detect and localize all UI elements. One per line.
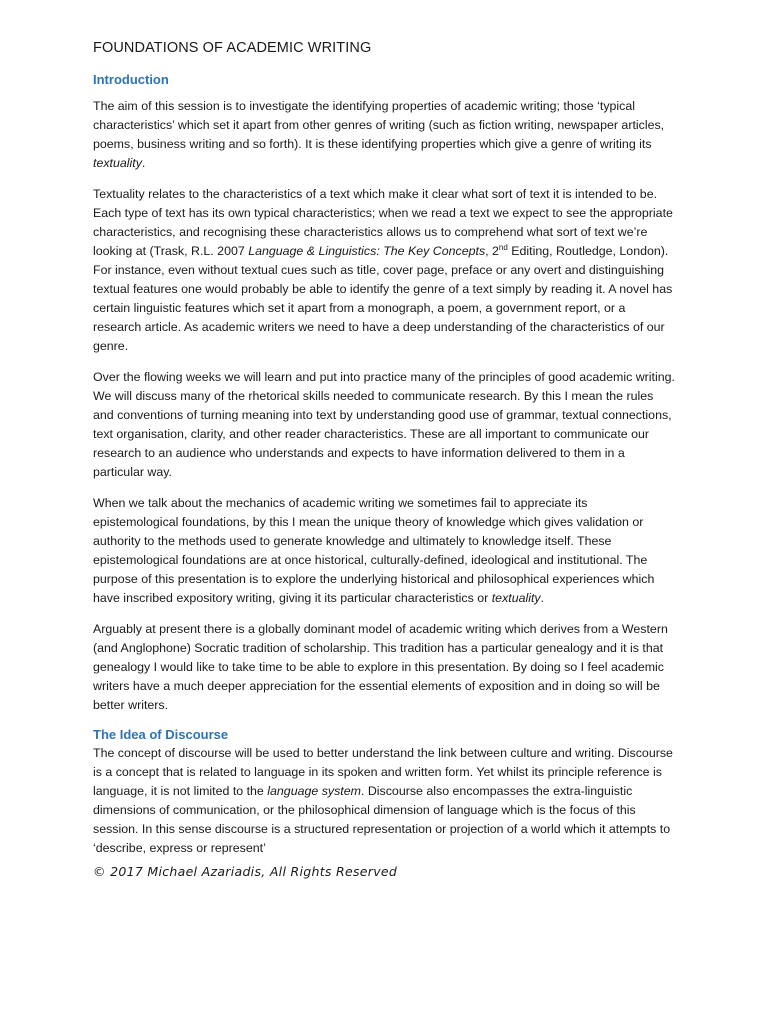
text-run: . Discourse also encompasses the extra-linguistic dimensions of communication, or the philosophical dimension of language which is the focus of this session. In this sense discourse is a structured representation or projection of a world which it attempts to ‘describe, express or represent’ bbox=[93, 784, 671, 855]
superscript-text: nd bbox=[498, 242, 508, 252]
text-run: The aim of this session is to investigate the identifying properties of academic writing; those ‘typical characteristics’ which set it apart from other genres of writing (such as fiction writing, newspaper articles, poems, business writing and so forth). It is these identifying properties which give a genre of writing its bbox=[93, 99, 665, 151]
text-run: Textuality relates to the characteristics of a text which make it clear what sort of text it is intended to be. Each type of text has its own typical characteristics; when we read a text we expect to see the appropriate characteristics, and recognising these characteristics allows us to comprehend what sort of text we’re looking at (Trask, R.L. 2007 bbox=[93, 187, 673, 258]
paragraph bbox=[93, 97, 675, 173]
paragraph bbox=[93, 620, 675, 715]
text-run: Editing, Routledge, London). For instance, even without textual cues such as title, cover page, preface or any overt and distinguishing textual features one would probably be able to identify the genre of a text simply by reading it. A novel has certain linguistic features which set it apart from a monograph, a poem, a government report, or a research article. As academic writers we need to have a deep understanding of the characteristics of our genre. bbox=[93, 244, 673, 353]
section-idea-of-discourse bbox=[93, 727, 675, 858]
section-heading-idea-of-discourse: The Idea of Discourse bbox=[93, 727, 229, 742]
paragraph bbox=[93, 368, 675, 482]
paragraph bbox=[93, 185, 675, 356]
text-run: Over the flowing weeks we will learn and put into practice many of the principles of good academic writing. We will discuss many of the rhetorical skills needed to communicate research. By this I mean the rules and conventions of turning meaning into text by understanding good use of grammar, textual connections, text organisation, clarity, and other reader characteristics. These are all important to communicate our research to an audience who understands and expects to have information delivered to them in a particular way. bbox=[93, 370, 675, 479]
text-run: When we talk about the mechanics of academic writing we sometimes fail to appreciate its epistemological foundations, by this I mean the unique theory of knowledge which gives validation or authority to the methods used to generate knowledge and ultimately to knowledge itself. These epistemological foundations are at once historical, culturally-defined, ideological and institutional. The purpose of this presentation is to explore the underlying historical and philosophical experiences which have inscribed expository writing, giving it its particular characteristics or bbox=[93, 496, 655, 605]
italic-text: language system bbox=[267, 784, 361, 798]
document-page bbox=[93, 40, 675, 879]
copyright-footer: © 2017 Michael Azariadis, All Rights Reserved bbox=[93, 864, 398, 879]
text-run: . bbox=[540, 591, 545, 605]
text-run: The concept of discourse will be used to better understand the link between culture and writing. Discourse is a concept that is related to language in its spoken and written form. Yet whilst its principle reference is language, it is not limited to the bbox=[93, 746, 673, 798]
italic-text: textuality bbox=[93, 156, 142, 170]
italic-text: textuality bbox=[491, 591, 541, 605]
section-heading-introduction: Introduction bbox=[93, 72, 169, 87]
paragraph bbox=[93, 744, 675, 858]
paragraph bbox=[93, 494, 675, 608]
italic-text: Language & Linguistics: The Key Concepts bbox=[248, 244, 486, 258]
section-introduction bbox=[93, 72, 675, 715]
text-run: , 2 bbox=[485, 244, 499, 258]
document-title: FOUNDATIONS OF ACADEMIC WRITING bbox=[93, 40, 372, 56]
text-run: Arguably at present there is a globally dominant model of academic writing which derives from a Western (and Anglophone) Socratic tradition of scholarship. This tradition has a particular genealogy and it is that genealogy I would like to take time to be able to explore in this presentation. By doing so I feel academic writers have a much deeper appreciation for the essential elements of exposition and in doing so will be better writers. bbox=[93, 622, 668, 712]
text-run: . bbox=[141, 156, 146, 170]
